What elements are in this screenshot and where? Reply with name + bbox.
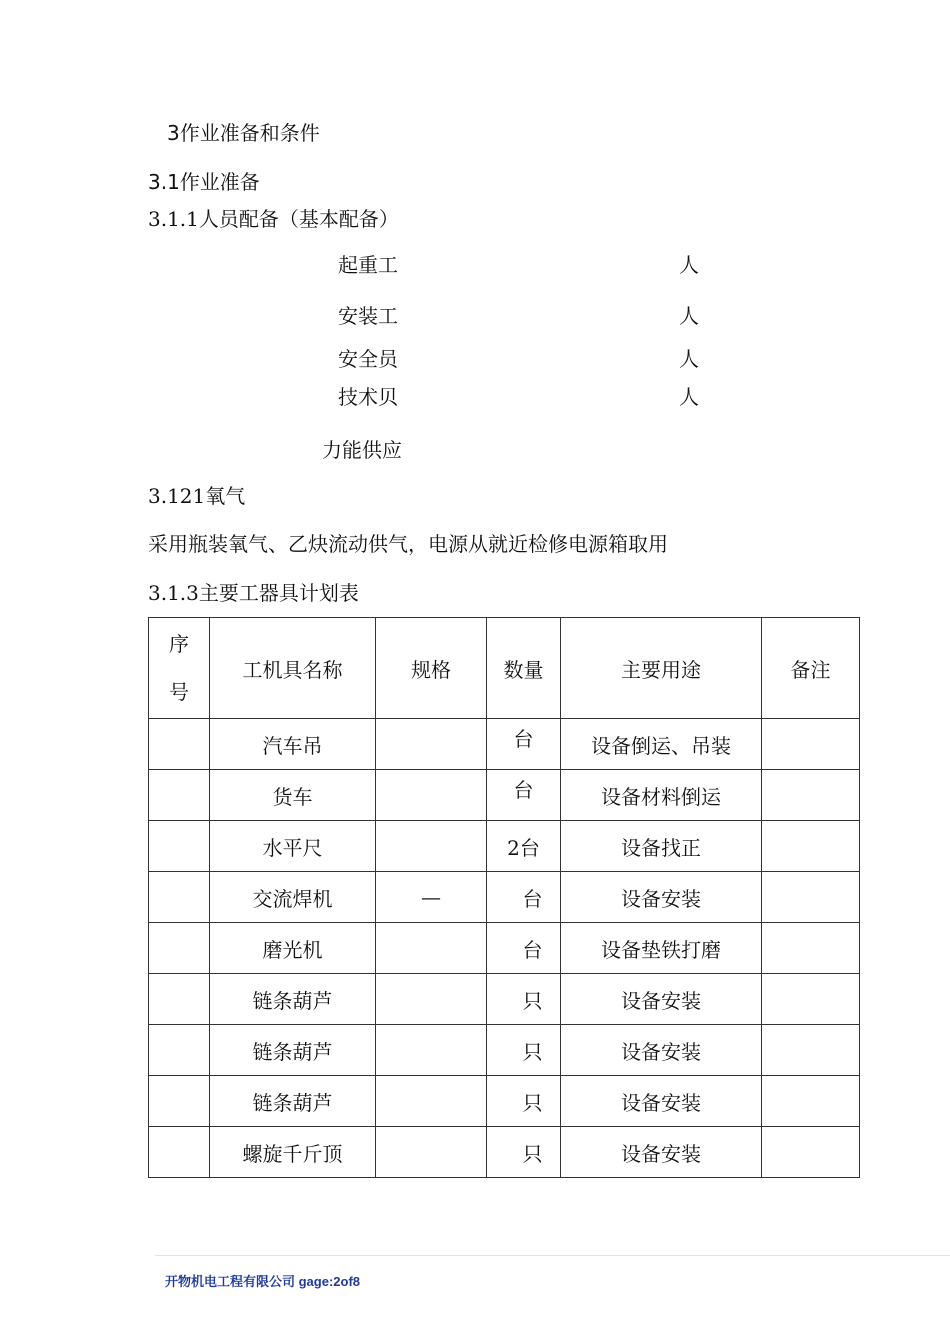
cell-note <box>762 974 860 1025</box>
cell-qty <box>487 770 561 821</box>
cell-name: 链条葫芦 <box>210 1025 376 1076</box>
cell-note <box>762 719 860 770</box>
cell-name: 水平尺 <box>210 821 376 872</box>
cell-seq <box>149 770 210 821</box>
table-header-row <box>149 618 860 719</box>
cell-qty <box>487 872 561 923</box>
cell-qty <box>487 974 561 1025</box>
cell-use: 设备找正 <box>561 821 762 872</box>
staff-role: 技术贝 <box>338 385 398 409</box>
cell-qty-value: 只 <box>522 1141 543 1166</box>
header-qty: 数量 <box>487 618 561 719</box>
tools-table-heading: 3.1.3主要工器具计划表 <box>148 581 359 605</box>
tools-table <box>148 617 860 1178</box>
table-row <box>149 719 860 770</box>
cell-use: 设备安装 <box>561 1127 762 1178</box>
cell-use: 设备材料倒运 <box>561 770 762 821</box>
table-row <box>149 974 860 1025</box>
cell-name: 交流焊机 <box>210 872 376 923</box>
cell-qty-value: 只 <box>522 1039 543 1064</box>
cell-note <box>762 770 860 821</box>
cell-spec <box>376 719 487 770</box>
cell-spec <box>376 770 487 821</box>
staff-role: 起重工 <box>338 253 398 277</box>
cell-spec <box>376 1127 487 1178</box>
cell-spec <box>376 1076 487 1127</box>
header-seq-top: 序 <box>169 632 189 656</box>
table-row <box>149 770 860 821</box>
table-row <box>149 1076 860 1127</box>
cell-qty-value: 只 <box>522 988 543 1013</box>
table-row <box>149 821 860 872</box>
cell-use: 设备垫铁打磨 <box>561 923 762 974</box>
section-title: 3作业准备和条件 <box>167 121 320 145</box>
staffing-heading: 3.1.1人员配备（基本配备） <box>148 207 399 231</box>
cell-spec <box>376 821 487 872</box>
footer-divider <box>155 1255 950 1256</box>
staff-unit: 人 <box>679 253 699 277</box>
cell-seq <box>149 821 210 872</box>
cell-qty-value: 台 <box>522 937 543 962</box>
staff-role: 安全员 <box>338 347 398 371</box>
cell-qty <box>487 719 561 770</box>
header-note: 备注 <box>762 618 860 719</box>
table-row <box>149 872 860 923</box>
cell-name: 汽车吊 <box>210 719 376 770</box>
table-row <box>149 923 860 974</box>
cell-note <box>762 872 860 923</box>
header-spec: 规格 <box>376 618 487 719</box>
header-seq-bottom: 号 <box>169 680 189 704</box>
staff-unit: 人 <box>679 385 699 409</box>
table-row <box>149 1025 860 1076</box>
cell-use: 设备安装 <box>561 1025 762 1076</box>
cell-seq <box>149 1076 210 1127</box>
cell-seq <box>149 1025 210 1076</box>
cell-use: 设备安装 <box>561 974 762 1025</box>
cell-qty-value: 台 <box>513 777 534 802</box>
cell-qty: 2台 <box>487 821 561 872</box>
cell-seq <box>149 1127 210 1178</box>
cell-qty <box>487 923 561 974</box>
cell-qty <box>487 1127 561 1178</box>
energy-paragraph: 采用瓶装氧气、乙炔流动供气，电源从就近检修电源箱取用 <box>148 532 668 556</box>
cell-use: 设备安装 <box>561 1076 762 1127</box>
cell-seq <box>149 974 210 1025</box>
cell-name: 螺旋千斤顶 <box>210 1127 376 1178</box>
cell-use: 设备倒运、吊装 <box>561 719 762 770</box>
cell-qty <box>487 1076 561 1127</box>
subsection-heading: 3.1作业准备 <box>148 170 260 194</box>
oxygen-heading: 3.121氧气 <box>148 484 246 508</box>
table-row <box>149 1127 860 1178</box>
cell-use: 设备安装 <box>561 872 762 923</box>
cell-spec <box>376 974 487 1025</box>
staff-unit: 人 <box>679 304 699 328</box>
cell-qty <box>487 1025 561 1076</box>
cell-note <box>762 821 860 872</box>
cell-seq <box>149 719 210 770</box>
header-name: 工机具名称 <box>210 618 376 719</box>
page-footer: 开物机电工程有限公司 gage:2of8 <box>165 1274 361 1289</box>
cell-note <box>762 923 860 974</box>
cell-name: 货车 <box>210 770 376 821</box>
cell-spec <box>376 1025 487 1076</box>
cell-spec: — <box>376 872 487 923</box>
cell-qty-value: 只 <box>522 1090 543 1115</box>
energy-heading: 力能供应 <box>322 438 402 462</box>
cell-spec <box>376 923 487 974</box>
cell-name: 链条葫芦 <box>210 974 376 1025</box>
header-seq <box>149 618 210 719</box>
cell-qty-value: 台 <box>513 726 534 751</box>
header-use: 主要用途 <box>561 618 762 719</box>
cell-note <box>762 1025 860 1076</box>
cell-seq <box>149 923 210 974</box>
staff-role: 安装工 <box>338 304 398 328</box>
cell-note <box>762 1076 860 1127</box>
cell-qty-value: 台 <box>522 886 543 911</box>
cell-seq <box>149 872 210 923</box>
cell-name: 链条葫芦 <box>210 1076 376 1127</box>
cell-name: 磨光机 <box>210 923 376 974</box>
cell-note <box>762 1127 860 1178</box>
staff-unit: 人 <box>679 347 699 371</box>
